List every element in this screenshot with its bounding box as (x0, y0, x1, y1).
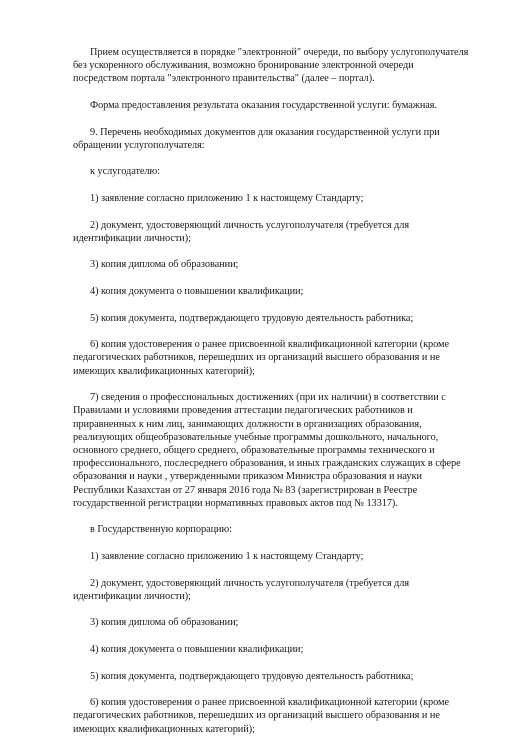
text-line: без ускоренного обслуживания, возможно бронирование электронной очереди (73, 60, 414, 72)
text-line: 1) заявление согласно приложению 1 к настоящему Стандарту; (90, 550, 364, 562)
paragraph-a3 (73, 258, 493, 271)
paragraph-b2 (73, 577, 493, 603)
paragraph-to-provider (73, 165, 493, 178)
text-line: приравненных к ним лиц, занимающих должности в организациях образования, (73, 418, 422, 430)
paragraph-a5 (73, 312, 493, 325)
text-line: идентификации личности); (73, 590, 191, 602)
paragraph-a7 (73, 391, 493, 510)
text-line: Форма предоставления результата оказания государственной услуги: бумажная. (90, 100, 438, 111)
text-line: в Государственную корпорацию: (90, 524, 232, 536)
text-line: 3) копия диплома об образовании; (90, 259, 239, 271)
paragraph-b5 (73, 670, 493, 683)
text-line: имеющих квалификационных категорий); (73, 365, 255, 377)
paragraph-item9 (73, 126, 493, 152)
text-line: обращении услугополучателя: (73, 139, 205, 151)
text-line: 9. Перечень необходимых документов для оказания государственной услуги при (90, 126, 440, 138)
paragraph-a2 (73, 219, 493, 245)
text-line: 6) копия удостоверения о ранее присвоенной квалификационной категории (кроме (90, 697, 450, 709)
text-line: к услугодателю: (90, 166, 160, 178)
text-line: государственной регистрации нормативных правовых актов под № 13317). (73, 497, 398, 509)
text-line: Республики Казахстан от 27 января 2016 года № 83 (зарегистрирован в Реестре (73, 484, 418, 496)
text-line: педагогических работников, перешедших из организаций высшего образования и не (73, 352, 440, 364)
text-line: 3) копия диплома об образовании; (90, 617, 239, 629)
text-line: имеющих квалификационных категорий); (73, 723, 255, 735)
text-line: профессионального, послесреднего образования, и иных гражданских служащих в сфере (73, 458, 461, 470)
text-line: 4) копия документа о повышении квалификации; (90, 643, 304, 655)
paragraph-b4 (73, 643, 493, 656)
paragraph-to-corp (73, 523, 493, 536)
text-line: Прием осуществляется в порядке "электронной" очереди, по выбору услугополучателя (90, 47, 469, 58)
text-line: Правилами и условиями проведения аттестации педагогических работников и (73, 405, 413, 417)
text-line: реализующих общеобразовательные учебные программы дошкольного, начального, (73, 431, 439, 443)
paragraph-b6 (73, 696, 493, 736)
paragraph-b1 (73, 550, 493, 563)
text-line: 7) сведения о профессиональных достижениях (при их наличии) в соответствии с (90, 392, 446, 404)
paragraph-b3 (73, 616, 493, 629)
text-line: основного среднего, общего среднего, образовательные программы технического и (73, 444, 435, 456)
text-line: посредством портала "электронного правительства" (далее – портал). (73, 73, 375, 85)
paragraph-a1 (73, 192, 493, 205)
text-line: 1) заявление согласно приложению 1 к настоящему Стандарту; (90, 192, 364, 204)
text-line: 2) документ, удостоверяющий личность услугополучателя (требуется для (90, 219, 410, 231)
text-line: педагогических работников, перешедших из организаций высшего образования и не (73, 710, 440, 722)
text-line: 4) копия документа о повышении квалификации; (90, 285, 304, 297)
paragraph-queue (73, 46, 493, 86)
paragraph-a4 (73, 285, 493, 298)
text-line: 5) копия документа, подтверждающего трудовую деятельность работника; (90, 670, 414, 682)
paragraph-form (73, 99, 493, 112)
paragraph-a6 (73, 338, 493, 378)
text-line: 6) копия удостоверения о ранее присвоенной квалификационной категории (кроме (90, 339, 450, 351)
text-line: образования и науки , утвержденными приказом Министра образования и науки (73, 471, 422, 483)
text-line: 5) копия документа, подтверждающего трудовую деятельность работника; (90, 312, 414, 324)
text-line: 2) документ, удостоверяющий личность услугополучателя (требуется для (90, 577, 410, 589)
document-body (73, 46, 493, 749)
text-line: идентификации личности); (73, 232, 191, 244)
